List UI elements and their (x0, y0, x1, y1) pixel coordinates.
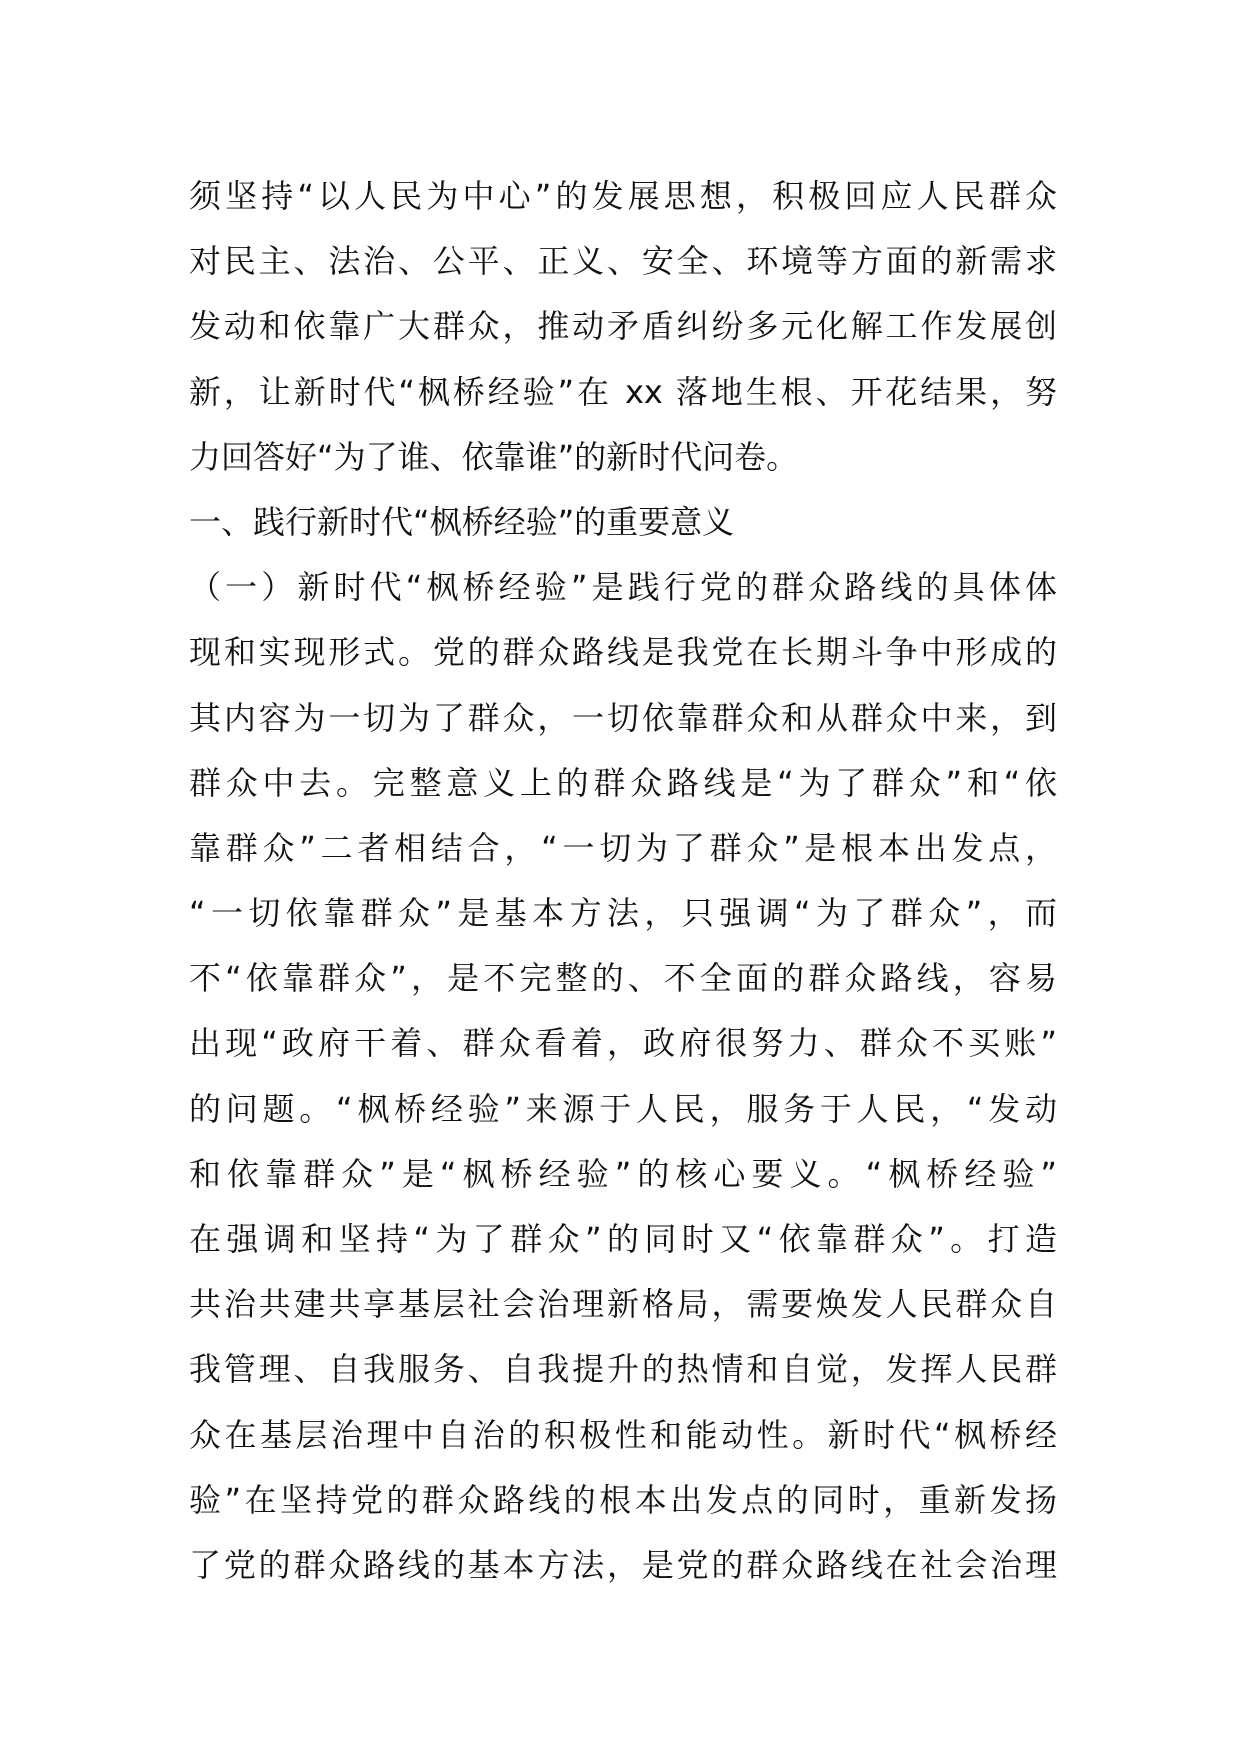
text-line: 了党的群众路线的基本方法，是党的群众路线在社会治理 (189, 1545, 1057, 1584)
text-line: 须坚持“以人民为中心”的发展思想，积极回应人民群众 (189, 177, 1057, 215)
text-line: 出现“政府干着、群众看着，政府很努力、群众不买账” (189, 1024, 1057, 1063)
text-line: 靠群众”二者相结合，“一切为了群众”是根本出发点， (189, 828, 1057, 867)
text-line: 的问题。“枫桥经验”来源于人民，服务于人民，“发动 (189, 1089, 1057, 1128)
section-heading: 一、践行新时代“枫桥经验”的重要意义 (189, 502, 735, 541)
text-line: 现和实现形式。党的群众路线是我党在长期斗争中形成的 (189, 633, 1057, 672)
body-text (189, 164, 1057, 1598)
text-line: 和依靠群众”是“枫桥经验”的核心要义。“枫桥经验” (189, 1154, 1057, 1193)
text-line: 群众中去。完整意义上的群众路线是“为了群众”和“依 (189, 763, 1057, 802)
text-line: 验”在坚持党的群众路线的根本出发点的同时，重新发扬 (189, 1480, 1057, 1519)
subsection-heading-line: （一）新时代“枫桥经验”是践行党的群众路线的具体体 (189, 568, 1057, 607)
text-line: 众在基层治理中自治的积极性和能动性。新时代“枫桥经 (189, 1415, 1057, 1454)
text-line: 共治共建共享基层社会治理新格局，需要焕发人民群众自 (189, 1285, 1057, 1324)
text-line: 力回答好“为了谁、依靠谁”的新时代问卷。 (189, 437, 799, 476)
text-line: 不“依靠群众”，是不完整的、不全面的群众路线，容易 (189, 959, 1057, 998)
text-line: 发动和依靠广大群众，推动矛盾纠纷多元化解工作发展创 (189, 307, 1057, 346)
text-line: 其内容为一切为了群众，一切依靠群众和从群众中来，到 (189, 698, 1057, 737)
text-line: 在强调和坚持“为了群众”的同时又“依靠群众”。打造 (189, 1220, 1057, 1258)
text-line: 新，让新时代“枫桥经验”在 xx 落地生根、开花结果，努 (189, 372, 1057, 411)
text-line: 对民主、法治、公平、正义、安全、环境等方面的新需求 (189, 242, 1057, 281)
text-line: “一切依靠群众”是基本方法，只强调“为了群众”，而 (189, 894, 1057, 933)
text-line: 我管理、自我服务、自我提升的热情和自觉，发挥人民群 (189, 1350, 1057, 1389)
